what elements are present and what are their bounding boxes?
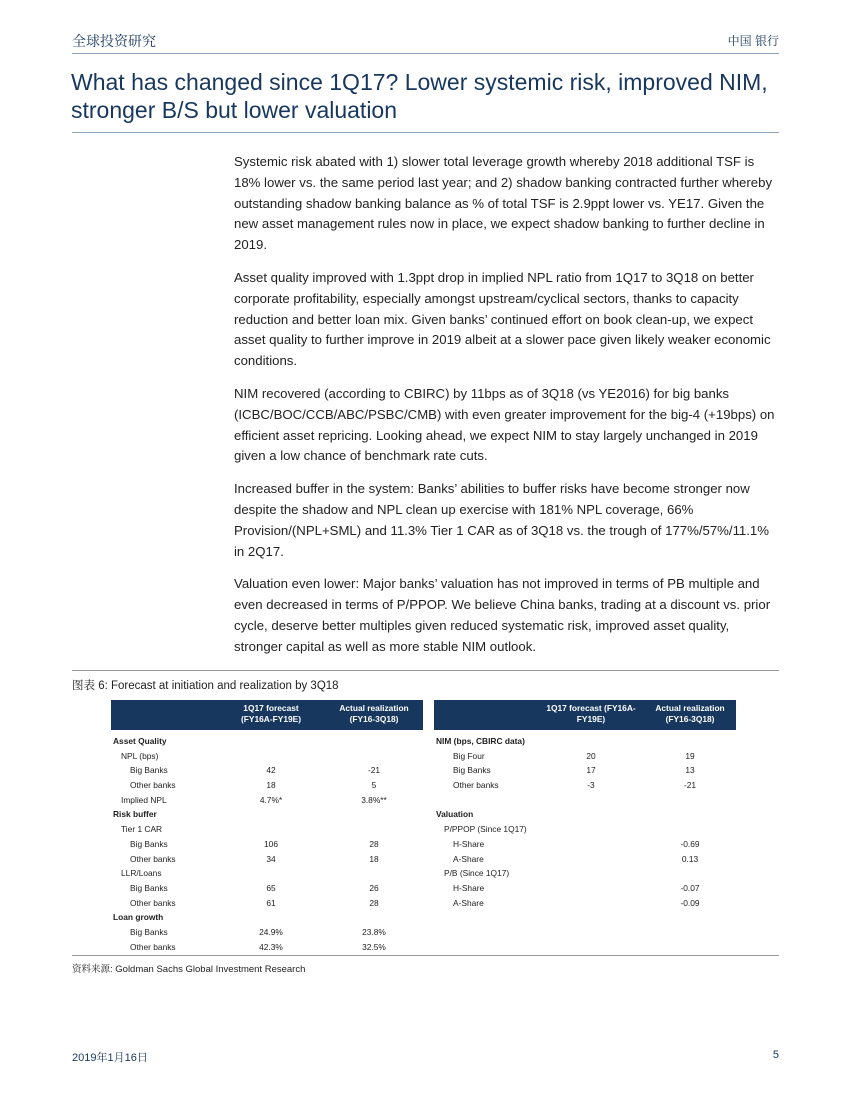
actual-cell: 0.13: [681, 853, 699, 864]
actual-cell: -0.69: [680, 838, 700, 849]
table-body: [111, 734, 423, 954]
table-row: [111, 734, 423, 749]
actual-cell: 32.5%: [362, 941, 386, 952]
paragraph-systemic-risk: Systemic risk abated with 1) slower total leverage growth whereby 2018 additional TSF is 18% lower vs. the same period last year; and 2) shadow banking contracted further whereby outstanding shadow banking balance as % of total TSF is 2.9ppt lower vs. YE17. Given the new asset management rules now in place, we expect shadow banking to further decline in 2019.: [234, 154, 773, 253]
forecast-cell: 18: [266, 780, 276, 791]
actual-cell: -21: [683, 780, 697, 791]
forecast-table-left: [111, 700, 423, 954]
row-label: A-Share: [453, 897, 484, 908]
page-number: 5: [772, 1049, 779, 1061]
row-label: Other banks: [453, 780, 499, 791]
header-line: (FY16-3Q18): [349, 714, 399, 724]
table-row: [111, 793, 423, 808]
actual-cell: 23.8%: [362, 926, 386, 937]
figure-divider-top: [72, 670, 779, 671]
table-row: [111, 940, 423, 955]
header-line: 1Q17 forecast (FY16A-: [546, 703, 636, 713]
row-label: P/B (Since 1Q17): [444, 868, 510, 879]
table-row: [434, 749, 736, 764]
row-label: Other banks: [130, 853, 176, 864]
forecast-cell: 4.7%*: [259, 794, 283, 805]
actual-cell: 28: [369, 897, 379, 908]
row-label: P/PPOP (Since 1Q17): [444, 824, 527, 835]
row-label: Valuation: [436, 809, 474, 820]
row-label: H-Share: [453, 838, 485, 849]
forecast-cell: 42.3%: [259, 941, 283, 952]
forecast-cell: 17: [586, 765, 596, 776]
actual-cell: -0.07: [680, 882, 700, 893]
table-row: [111, 852, 423, 867]
header-line: (FY16-3Q18): [665, 714, 715, 724]
actual-cell: 28: [369, 838, 379, 849]
paragraph-valuation: Valuation even lower: Major banks’ valuation has not improved in terms of PB multiple and even decreased in terms of P/PPOP. We believe China banks, trading at a discount vs. prior cycle, deserve better multiples given reduced systematic risk, improved asset quality, stronger capital as well as more stable NIM outlook.: [234, 576, 771, 654]
table-header: [434, 700, 736, 730]
row-label: Tier 1 CAR: [121, 824, 163, 835]
actual-cell: 26: [369, 882, 379, 893]
forecast-table-right: [434, 700, 736, 910]
table-row: [111, 749, 423, 764]
row-label: A-Share: [453, 853, 484, 864]
table-row: [111, 807, 423, 822]
table-row: [434, 837, 736, 852]
report-header-label: 全球投资研究: [72, 33, 156, 49]
forecast-cell: 42: [266, 765, 276, 776]
table-row: [434, 793, 736, 808]
row-label: Other banks: [130, 780, 176, 791]
column-header-forecast: [221, 703, 321, 725]
table-row: [111, 778, 423, 793]
table-row: [111, 910, 423, 925]
row-label: H-Share: [453, 882, 485, 893]
table-row: [434, 866, 736, 881]
table-header: [111, 700, 423, 730]
row-label: Big Banks: [453, 765, 491, 776]
forecast-cell: 106: [264, 838, 278, 849]
source-note: 资料来源: Goldman Sachs Global Investment Research: [72, 964, 306, 975]
column-header-actual: [644, 703, 736, 725]
column-header-actual: [325, 703, 423, 725]
table-row: [111, 866, 423, 881]
page-title: What has changed since 1Q17? Lower systemic risk, improved NIM, stronger B/S but lower valuation: [71, 69, 768, 123]
row-label: Asset Quality: [113, 736, 167, 746]
table-row: [111, 896, 423, 911]
report-company-label: 中国 银行: [727, 34, 779, 48]
header-line: Actual realization: [339, 703, 409, 713]
table-row: [434, 896, 736, 911]
figure-divider-bottom: [72, 955, 779, 956]
table-row: [111, 763, 423, 778]
actual-cell: 5: [371, 780, 377, 791]
row-label: Big Banks: [130, 926, 168, 937]
body-text: [234, 152, 780, 670]
row-label: Risk buffer: [113, 809, 157, 820]
table-row: [111, 925, 423, 940]
forecast-cell: -3: [587, 780, 595, 791]
header-line: 1Q17 forecast: [243, 703, 299, 713]
forecast-cell: 65: [266, 882, 276, 893]
actual-cell: -0.09: [680, 897, 700, 908]
actual-cell: 18: [369, 853, 379, 864]
title-divider: [72, 132, 779, 133]
paragraph-buffer: Increased buffer in the system: Banks’ abilities to buffer risks have become stronger now despite the shadow and NPL clean up exercise with 181% NPL coverage, 66% Provision/(NPL+SML) and 11.3% Tier 1 CAR as of 3Q18 vs. the trough of 177%/57%/11.1% in 2Q17.: [234, 481, 769, 559]
header-line: Actual realization: [655, 703, 725, 713]
row-label: Big Banks: [130, 838, 168, 849]
header-line: FY19E): [576, 714, 606, 724]
row-label: Big Banks: [130, 765, 168, 776]
column-header-forecast: [536, 703, 646, 725]
actual-cell: 13: [685, 765, 695, 776]
table-row: [434, 807, 736, 822]
row-label: NPL (bps): [121, 750, 159, 761]
forecast-cell: 20: [586, 750, 596, 761]
row-label: Big Four: [453, 750, 485, 761]
table-row: [434, 822, 736, 837]
actual-cell: 3.8%**: [361, 794, 387, 805]
header-divider: [72, 53, 779, 54]
forecast-cell: 61: [266, 897, 276, 908]
row-label: Loan growth: [113, 912, 164, 923]
figure-caption: 图表 6: Forecast at initiation and realization by 3Q18: [72, 680, 339, 692]
table-row: [434, 734, 736, 749]
table-body: [434, 734, 736, 910]
table-row: [111, 822, 423, 837]
row-label: Other banks: [130, 941, 176, 952]
header-line: (FY16A-FY19E): [240, 714, 302, 724]
table-row: [434, 778, 736, 793]
actual-cell: 19: [685, 750, 695, 761]
table-row: [111, 881, 423, 896]
paragraph-nim: NIM recovered (according to CBIRC) by 11bps as of 3Q18 (vs YE2016) for big banks (ICBC/BOC/CCB/ABC/PSBC/CMB) with even greater improvement for the big-4 (+19bps) on efficient asset repricing. Looking ahead, we expect NIM to stay largely unchanged in 2019 given a low chance of benchmark rate cuts.: [234, 385, 775, 464]
footer-date: 2019年1月16日: [72, 1052, 148, 1064]
row-label: LLR/Loans: [121, 868, 162, 879]
forecast-cell: 24.9%: [259, 926, 283, 937]
table-row: [111, 837, 423, 852]
actual-cell: -21: [367, 765, 381, 776]
row-label: Big Banks: [130, 882, 168, 893]
table-row: [434, 763, 736, 778]
table-row: [434, 881, 736, 896]
row-label: Implied NPL: [121, 794, 167, 805]
table-row: [434, 852, 736, 867]
row-label: Other banks: [130, 897, 176, 908]
paragraph-asset-quality: Asset quality improved with 1.3ppt drop in implied NPL ratio from 1Q17 to 3Q18 on better corporate profitability, especially amongst upstream/cyclical sectors, thanks to capacity reduction and better loan mix. Given banks’ continued effort on book clean-up, we expect asset quality to further improve in 2019 albeit at a slower pace given likely weaker economic conditions.: [234, 269, 771, 369]
row-label: NIM (bps, CBIRC data): [436, 736, 525, 746]
forecast-cell: 34: [266, 853, 276, 864]
